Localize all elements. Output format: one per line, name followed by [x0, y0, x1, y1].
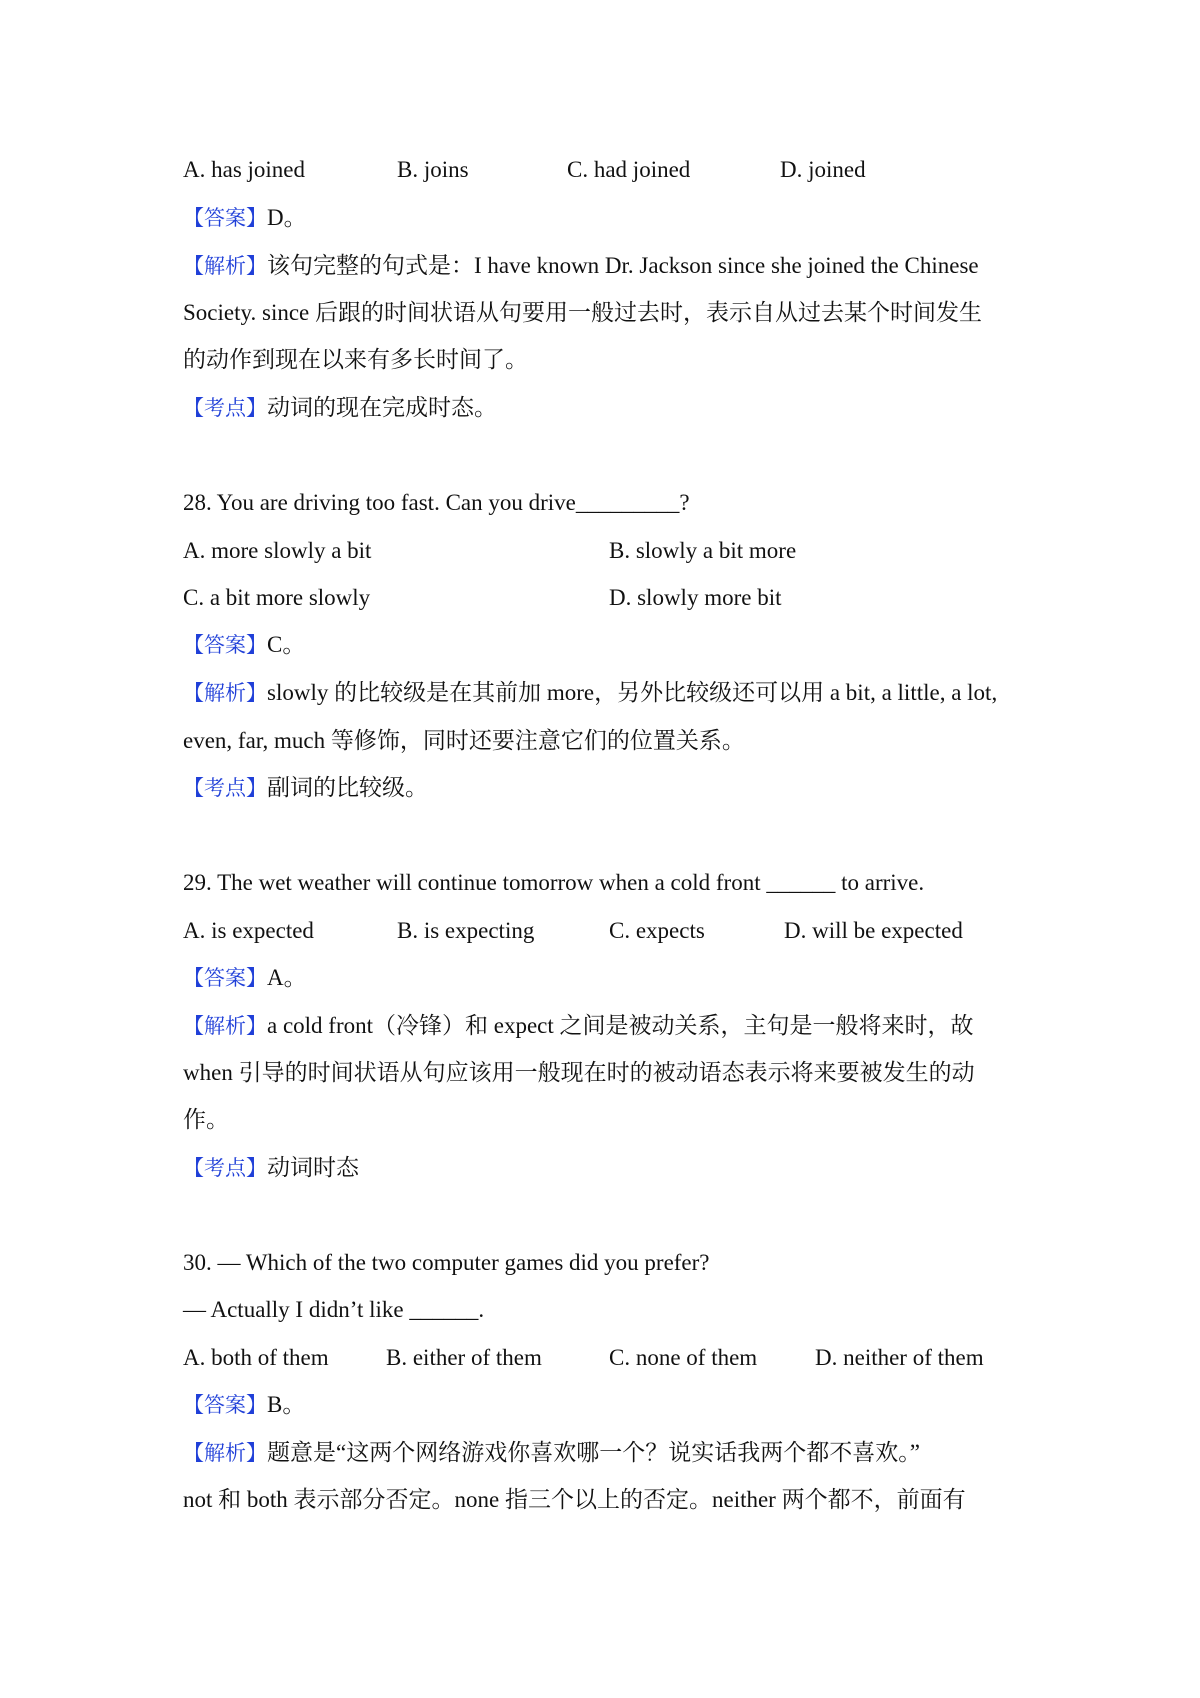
q29-question: 29. The wet weather will continue tomorrow when a cold front ______ to arrive. — [183, 870, 925, 895]
answer-value: A。 — [267, 965, 307, 990]
q28-analysis-line-2: even, far, much 等修饰，同时还要注意它们的位置关系。 — [183, 728, 745, 753]
answer-value: D。 — [267, 205, 307, 230]
q27-option-b: B. joins — [397, 157, 469, 182]
analysis-tag: 【解析】 — [183, 254, 267, 278]
answer-value: B。 — [267, 1392, 306, 1417]
q29-option-a: A. is expected — [183, 918, 314, 943]
q29-option-c: C. expects — [609, 918, 705, 943]
answer-tag: 【答案】 — [183, 633, 267, 657]
q27-option-d: D. joined — [780, 157, 866, 182]
q29-option-b: B. is expecting — [397, 918, 535, 943]
q27-point — [183, 393, 497, 423]
point-tag: 【考点】 — [183, 396, 267, 420]
point-tag: 【考点】 — [183, 776, 267, 800]
q28-option-d: D. slowly more bit — [609, 585, 782, 610]
q28-answer — [183, 630, 305, 660]
q27-analysis-line-3: 的动作到现在以来有多长时间了。 — [183, 347, 528, 372]
q27-option-a: A. has joined — [183, 157, 306, 182]
q30-question-line-2: — Actually I didn’t like ______. — [183, 1297, 485, 1322]
q30-option-c: C. none of them — [609, 1345, 758, 1370]
q29-analysis-line-2: when 引导的时间状语从句应该用一般现在时的被动语态表示将来要被发生的动 — [183, 1060, 975, 1085]
q29-point — [183, 1153, 359, 1183]
analysis-tag: 【解析】 — [183, 1014, 267, 1038]
answer-tag: 【答案】 — [183, 206, 267, 230]
q30-analysis-line-2: not 和 both 表示部分否定。none 指三个以上的否定。neither 两个都不，前面有 — [183, 1487, 966, 1512]
point-tag: 【考点】 — [183, 1156, 267, 1180]
q28-point — [183, 773, 428, 803]
analysis-tag: 【解析】 — [183, 681, 267, 705]
analysis-text: slowly 的比较级是在其前加 more，另外比较级还可以用 a bit, a little, a lot, — [267, 680, 998, 705]
answer-value: C。 — [267, 632, 306, 657]
q28-option-c: C. a bit more slowly — [183, 585, 371, 610]
q28-question: 28. You are driving too fast. Can you drive_________? — [183, 490, 690, 515]
q27-answer — [183, 203, 307, 233]
q28-analysis-line-1 — [183, 678, 997, 708]
q30-question-line-1: 30. — Which of the two computer games did you prefer? — [183, 1250, 710, 1275]
point-text: 副词的比较级。 — [267, 775, 428, 800]
analysis-text: 该句完整的句式是：I have known Dr. Jackson since she joined the Chinese — [267, 253, 979, 278]
q29-answer — [183, 963, 307, 993]
q28-option-b: B. slowly a bit more — [609, 538, 797, 563]
point-text: 动词时态 — [267, 1155, 359, 1180]
analysis-text: a cold front（冷锋）和 expect 之间是被动关系，主句是一般将来时，故 — [267, 1013, 974, 1038]
q27-analysis-line-1 — [183, 251, 979, 281]
q30-option-d: D. neither of them — [815, 1345, 984, 1370]
analysis-tag: 【解析】 — [183, 1441, 267, 1465]
q29-option-d: D. will be expected — [784, 918, 963, 943]
q30-option-b: B. either of them — [386, 1345, 542, 1370]
q29-analysis-line-3: 作。 — [183, 1107, 229, 1132]
point-text: 动词的现在完成时态。 — [267, 395, 497, 420]
answer-tag: 【答案】 — [183, 1393, 267, 1417]
q30-analysis-line-1 — [183, 1438, 920, 1468]
q27-option-c: C. had joined — [567, 157, 691, 182]
q30-option-a: A. both of them — [183, 1345, 329, 1370]
analysis-text: 题意是“这两个网络游戏你喜欢哪一个？说实话我两个都不喜欢。” — [267, 1440, 920, 1465]
q28-option-a: A. more slowly a bit — [183, 538, 372, 563]
q30-answer — [183, 1390, 305, 1420]
answer-tag: 【答案】 — [183, 966, 267, 990]
q29-analysis-line-1 — [183, 1011, 974, 1041]
q27-analysis-line-2: Society. since 后跟的时间状语从句要用一般过去时，表示自从过去某个时间发生 — [183, 300, 983, 325]
